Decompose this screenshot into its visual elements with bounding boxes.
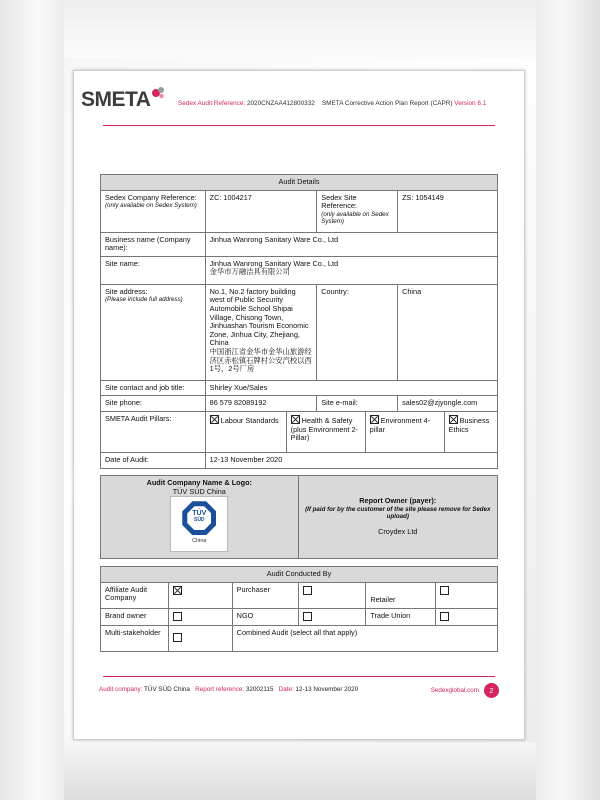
report-title: SMETA Corrective Action Plan Report (CAPR): [321, 100, 453, 107]
pillar-business-ethics[interactable]: [444, 412, 497, 452]
affiliate-checkbox[interactable]: [173, 586, 182, 595]
page-footer: [99, 686, 499, 700]
footer-report-ref-value: 32002115: [245, 686, 274, 693]
multi-stakeholder-checkbox[interactable]: [173, 633, 182, 642]
audit-company-cell: [101, 476, 299, 559]
audit-ref-label: Sedex Audit Reference:: [178, 100, 246, 107]
site-phone-value: 86 579 82089192: [205, 396, 317, 412]
retailer-label: Retailer: [366, 582, 436, 608]
footer-audit-company-value: TÜV SÜD China: [144, 686, 190, 693]
ngo-label: NGO: [232, 608, 298, 626]
tuv-logo-caption: China: [192, 538, 207, 545]
checkbox-checked-icon[interactable]: [210, 415, 219, 424]
audit-ref-value: 2020CNZAA412800332: [246, 100, 315, 107]
audit-details-table: [100, 174, 498, 469]
combined-audit-label: Combined Audit (select all that apply): [232, 626, 497, 652]
company-ref-value: ZC: 1004217: [205, 190, 317, 232]
footer-report-ref-label: Report reference:: [195, 686, 245, 693]
header-rule: [103, 125, 495, 126]
audit-company-table: [100, 475, 498, 559]
site-address-label-cell: [101, 284, 206, 380]
site-address-value-cn: 中国浙江省金华市金华山旅游经济区赤松镇石牌村公安汽校以西1号，2号厂房: [209, 347, 312, 374]
document-page: [73, 70, 525, 740]
pillar-environment[interactable]: [365, 412, 444, 452]
purchaser-checkbox-cell: [298, 582, 366, 608]
company-ref-label: Sedex Company Reference:: [105, 192, 197, 202]
footer-audit-company-label: Audit company:: [99, 686, 143, 693]
site-ref-value: ZS: 1054149: [398, 190, 498, 232]
footer-rule: [103, 676, 495, 677]
audit-pillars-label: SMETA Audit Pillars:: [101, 412, 206, 453]
audit-conducted-table: [100, 566, 498, 652]
site-ref-note: (only available on Sedex System): [321, 210, 389, 226]
site-address-value-cell: [205, 284, 317, 380]
tuv-sud-logo: [170, 496, 228, 552]
business-name-label: Business name (Company name):: [101, 232, 206, 256]
site-contact-value: Shirley Xue/Sales: [205, 380, 497, 396]
trade-union-checkbox[interactable]: [440, 612, 449, 621]
site-ref-label: Sedex Site Reference:: [321, 192, 357, 211]
tuv-logo-line2: SÜD: [193, 517, 205, 524]
retailer-checkbox-cell: [436, 582, 498, 608]
pillar-labour[interactable]: [206, 412, 287, 452]
business-name-value: Jinhua Wanrong Sanitary Ware Co., Ltd: [205, 232, 497, 256]
site-ref-label-cell: [317, 190, 398, 232]
multi-stakeholder-checkbox-cell: [168, 626, 232, 652]
audit-pillars-cell: [205, 412, 497, 453]
report-owner-value: Croydex Ltd: [378, 527, 418, 537]
page-header: [81, 84, 517, 114]
pillar-business-ethics-label: Business Ethics: [448, 416, 490, 434]
site-contact-label: Site contact and job title:: [101, 380, 206, 396]
ngo-checkbox-cell: [298, 608, 366, 626]
checkbox-checked-icon[interactable]: [370, 415, 379, 424]
checkbox-checked-icon[interactable]: [291, 415, 300, 424]
site-email-value: sales02@zjyongle.com: [398, 396, 498, 412]
country-label: Country:: [317, 284, 398, 380]
pillars-subtable: [206, 412, 497, 452]
audit-conducted-heading: Audit Conducted By: [101, 567, 498, 583]
brand-owner-checkbox[interactable]: [173, 612, 182, 621]
pillar-environment-label: Environment 4-pillar: [369, 416, 431, 434]
pillar-health-safety-label: Health & Safety (plus Environment 2-Pillar): [290, 416, 358, 443]
purchaser-label: Purchaser: [232, 582, 298, 608]
site-name-value-cn: 金华市万融洁具有限公司: [209, 267, 290, 277]
frame-bevel-left: [0, 0, 64, 800]
frame-bevel-top: [0, 0, 600, 58]
page-number-badge: 2: [484, 683, 499, 698]
logo-text: SMETA: [81, 88, 151, 111]
header-reference-line: [178, 100, 486, 107]
purchaser-checkbox[interactable]: [303, 586, 312, 595]
retailer-checkbox[interactable]: [440, 586, 449, 595]
audit-details-heading: Audit Details: [101, 175, 498, 191]
logo-dots-icon: [151, 86, 165, 100]
audit-date-value: 12-13 November 2020: [205, 453, 497, 469]
smeta-logo: [81, 88, 150, 112]
report-owner-cell: [298, 476, 497, 559]
multi-stakeholder-label: Multi-stakeholder: [101, 626, 169, 652]
report-version: Version 6.1: [454, 100, 487, 107]
site-email-label: Site e-mail:: [317, 396, 398, 412]
ngo-checkbox[interactable]: [303, 612, 312, 621]
audit-company-name: TÜV SÜD China: [172, 486, 226, 496]
audit-date-label: Date of Audit:: [101, 453, 206, 469]
affiliate-label: Affiliate Audit Company: [101, 582, 169, 608]
site-address-note: (Please include full address): [105, 296, 183, 304]
trade-union-checkbox-cell: [436, 608, 498, 626]
affiliate-checkbox-cell: [168, 582, 232, 608]
site-name-label: Site name:: [101, 256, 206, 284]
footer-date-label: Date:: [278, 686, 294, 693]
site-name-value-cell: [205, 256, 497, 284]
pillar-health-safety[interactable]: [286, 412, 365, 452]
frame-bevel-right: [536, 0, 600, 800]
company-ref-label-cell: [101, 190, 206, 232]
footer-site-link[interactable]: Sedexglobal.com: [430, 687, 479, 694]
pillar-labour-label: Labour Standards: [220, 416, 279, 426]
site-name-value: Jinhua Wanrong Sanitary Ware Co., Ltd: [209, 258, 339, 268]
report-owner-note: (If paid for by the customer of the site please remove for Sedex upload): [305, 505, 491, 520]
brand-owner-checkbox-cell: [168, 608, 232, 626]
company-ref-note: (only available on Sedex System): [105, 202, 197, 210]
site-address-value: No.1, No.2 factory building west of Public Security Automobile School Shipai Village, Chisong Town, Jinhuashan Tourism Economic Zone, Jinhua City, Zhejiang, China: [209, 286, 309, 348]
tuv-logo-line1: TÜV: [192, 510, 207, 518]
brand-owner-label: Brand owner: [101, 608, 169, 626]
country-value: China: [398, 284, 498, 380]
site-phone-label: Site phone:: [101, 396, 206, 412]
site-address-label: Site address:: [105, 286, 148, 296]
report-owner-label: Report Owner (payer):: [359, 495, 437, 505]
audit-company-label: Audit Company Name & Logo:: [146, 478, 252, 487]
checkbox-checked-icon[interactable]: [449, 415, 458, 424]
frame-bevel-bottom: [0, 742, 600, 800]
trade-union-label: Trade Union: [366, 608, 436, 626]
footer-date-value: 12-13 November 2020: [295, 686, 359, 693]
